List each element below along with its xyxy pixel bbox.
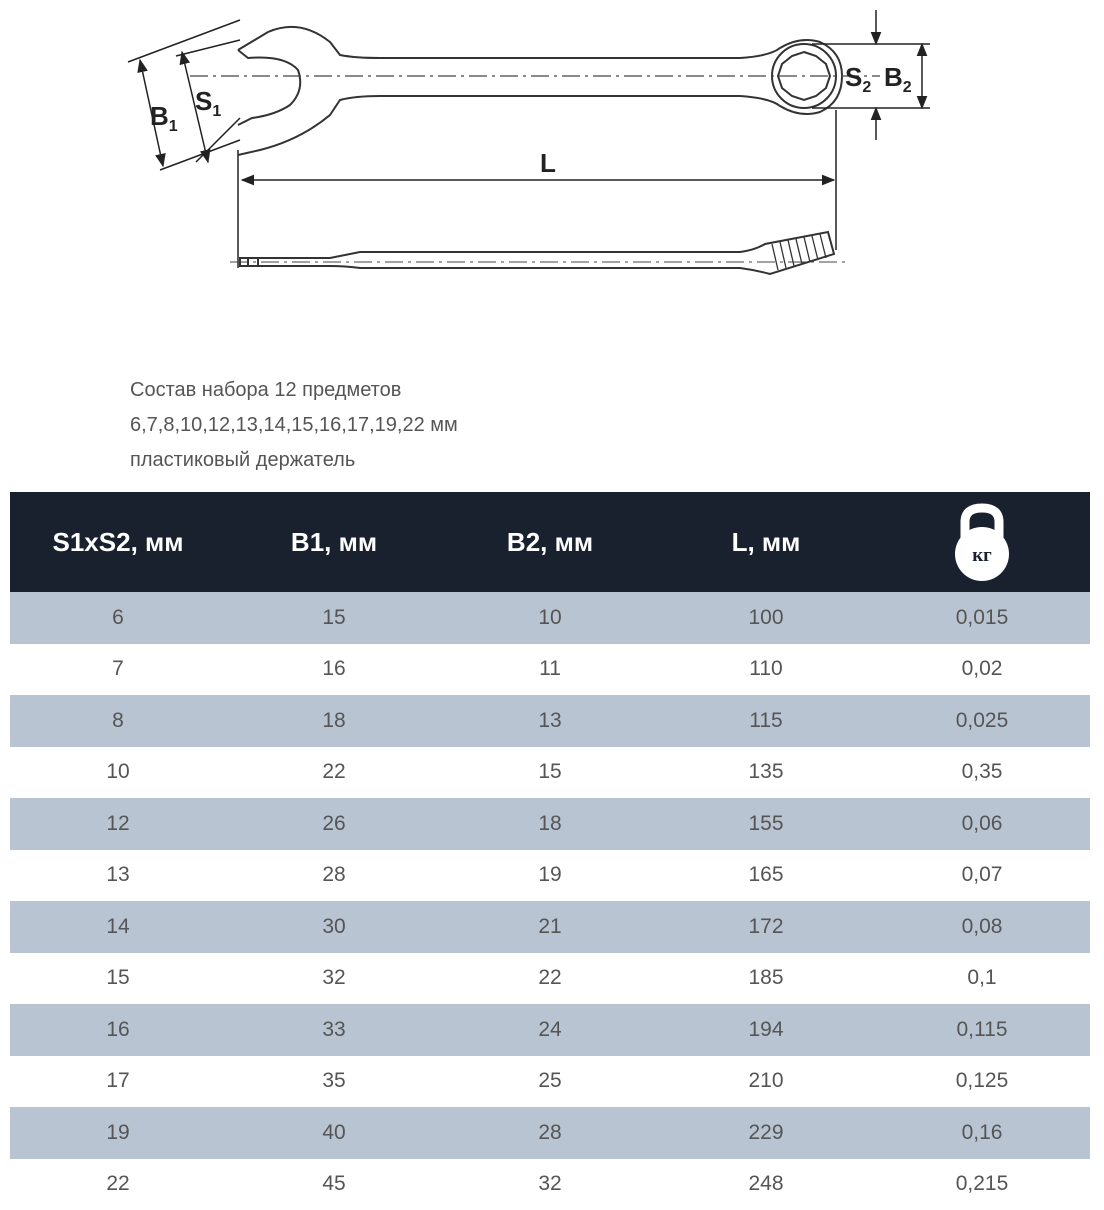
cell-b1: 35 — [226, 1056, 442, 1108]
header-s1xs2: S1xS2, мм — [10, 492, 226, 592]
cell-b2: 25 — [442, 1056, 658, 1108]
cell-b2: 15 — [442, 747, 658, 799]
wrench-side-view — [240, 232, 834, 274]
table-row — [10, 644, 1090, 696]
table-row — [10, 747, 1090, 799]
header-b2: B2, мм — [442, 492, 658, 592]
set-holder-text: пластиковый держатель — [130, 443, 458, 478]
cell-b2: 19 — [442, 850, 658, 902]
cell-l: 110 — [658, 644, 874, 696]
cell-s1xs2: 17 — [10, 1056, 226, 1108]
cell-weight: 0,02 — [874, 644, 1090, 696]
cell-l: 115 — [658, 695, 874, 747]
cell-l: 165 — [658, 850, 874, 902]
cell-weight: 0,115 — [874, 1004, 1090, 1056]
header-b1: B1, мм — [226, 492, 442, 592]
cell-weight: 0,06 — [874, 798, 1090, 850]
cell-b1: 26 — [226, 798, 442, 850]
cell-s1xs2: 12 — [10, 798, 226, 850]
cell-s1xs2: 8 — [10, 695, 226, 747]
table-row — [10, 695, 1090, 747]
cell-l: 155 — [658, 798, 874, 850]
cell-b2: 24 — [442, 1004, 658, 1056]
cell-b2: 32 — [442, 1159, 658, 1210]
table-row — [10, 798, 1090, 850]
cell-s1xs2: 22 — [10, 1159, 226, 1210]
cell-weight: 0,125 — [874, 1056, 1090, 1108]
cell-b2: 13 — [442, 695, 658, 747]
cell-b1: 18 — [226, 695, 442, 747]
table-row — [10, 592, 1090, 644]
table-row — [10, 953, 1090, 1005]
cell-l: 194 — [658, 1004, 874, 1056]
cell-weight: 0,025 — [874, 695, 1090, 747]
cell-s1xs2: 6 — [10, 592, 226, 644]
cell-s1xs2: 14 — [10, 901, 226, 953]
cell-b1: 32 — [226, 953, 442, 1005]
cell-b2: 22 — [442, 953, 658, 1005]
cell-b1: 22 — [226, 747, 442, 799]
set-composition-text: Состав набора 12 предметов — [130, 373, 458, 408]
spec-table — [10, 492, 1090, 1210]
cell-b1: 33 — [226, 1004, 442, 1056]
cell-s1xs2: 15 — [10, 953, 226, 1005]
label-s1: $S_1$ — [195, 86, 221, 120]
cell-b1: 40 — [226, 1107, 442, 1159]
label-b1: $B_1$ — [150, 101, 178, 135]
set-description — [130, 373, 458, 478]
table-row — [10, 1107, 1090, 1159]
table-row — [10, 1004, 1090, 1056]
label-s2: $S_2$ — [845, 62, 871, 96]
kettlebell-icon — [947, 502, 1017, 582]
cell-b1: 15 — [226, 592, 442, 644]
cell-l: 229 — [658, 1107, 874, 1159]
header-weight — [874, 492, 1090, 592]
cell-l: 210 — [658, 1056, 874, 1108]
cell-s1xs2: 7 — [10, 644, 226, 696]
table-row — [10, 1159, 1090, 1210]
cell-s1xs2: 10 — [10, 747, 226, 799]
cell-b1: 30 — [226, 901, 442, 953]
dim-b1 — [128, 20, 240, 170]
dim-l — [238, 110, 836, 268]
cell-b2: 28 — [442, 1107, 658, 1159]
cell-l: 172 — [658, 901, 874, 953]
header-l: L, мм — [658, 492, 874, 592]
cell-weight: 0,1 — [874, 953, 1090, 1005]
cell-s1xs2: 16 — [10, 1004, 226, 1056]
cell-b2: 11 — [442, 644, 658, 696]
label-b2: $B_2$ — [884, 62, 912, 96]
cell-l: 248 — [658, 1159, 874, 1210]
table-row — [10, 901, 1090, 953]
wrench-top-view — [238, 27, 842, 155]
table-row — [10, 1056, 1090, 1108]
cell-weight: 0,215 — [874, 1159, 1090, 1210]
cell-weight: 0,07 — [874, 850, 1090, 902]
cell-b1: 45 — [226, 1159, 442, 1210]
cell-s1xs2: 19 — [10, 1107, 226, 1159]
cell-weight: 0,35 — [874, 747, 1090, 799]
cell-l: 100 — [658, 592, 874, 644]
cell-s1xs2: 13 — [10, 850, 226, 902]
cell-b1: 16 — [226, 644, 442, 696]
cell-weight: 0,015 — [874, 592, 1090, 644]
cell-b2: 10 — [442, 592, 658, 644]
cell-l: 135 — [658, 747, 874, 799]
label-l: L — [540, 148, 556, 178]
cell-l: 185 — [658, 953, 874, 1005]
table-body — [10, 592, 1090, 1210]
set-sizes-text: 6,7,8,10,12,13,14,15,16,17,19,22 мм — [130, 408, 458, 443]
table-header-row — [10, 492, 1090, 592]
cell-weight: 0,16 — [874, 1107, 1090, 1159]
cell-b1: 28 — [226, 850, 442, 902]
weight-unit-label: кг — [947, 545, 1017, 567]
cell-weight: 0,08 — [874, 901, 1090, 953]
wrench-dimension-diagram — [0, 0, 1104, 300]
cell-b2: 21 — [442, 901, 658, 953]
cell-b2: 18 — [442, 798, 658, 850]
table-row — [10, 850, 1090, 902]
